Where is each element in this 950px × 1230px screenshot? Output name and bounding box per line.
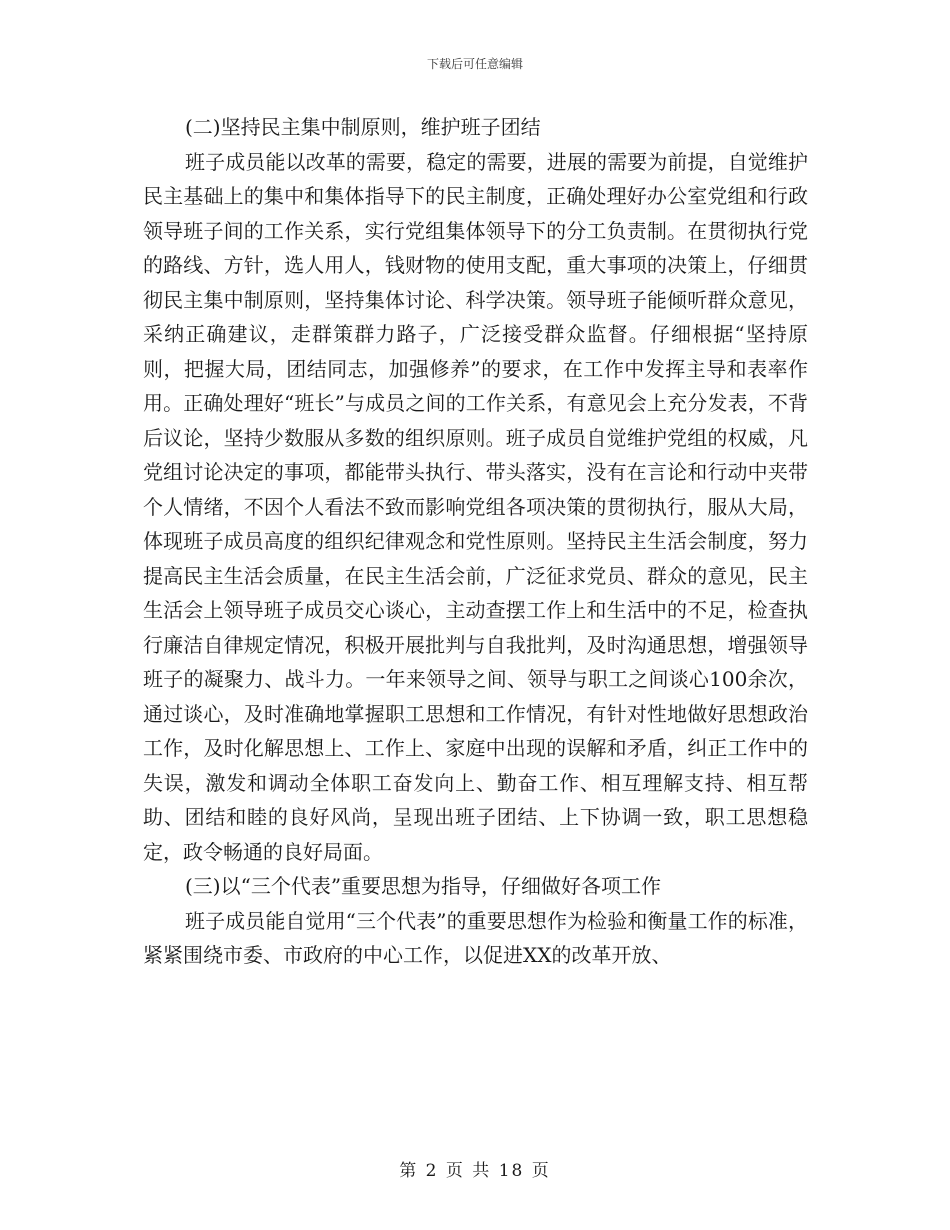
document-body — [143, 110, 808, 973]
page-number: 第 2 页 共 18 页 — [399, 1161, 551, 1181]
section-heading-2: (二)坚持民主集中制原则，维护班子团结 — [185, 115, 541, 139]
section-heading-3: (三)以“三个代表”重要思想为指导，仔细做好各项工作 — [185, 874, 662, 898]
page-header-note: 下载后可任意编辑 — [426, 57, 523, 71]
body-paragraph: 班子成员能以改革的需要，稳定的需要，进展的需要为前提，自觉维护民主基础上的集中和集体指导下的民主制度，正确处理好办公室党组和行政领导班子间的工作关系，实行党组集体领导下的分工负责制。在贯彻执行党的路线、方针，选人用人，钱财物的使用支配，重大事项的决策上，仔细贯彻民主集中制原则，坚持集体讨论、科学决策。领导班子能倾听群众意见，采纳正确建议，走群策群力路子，广泛接受群众监督。仔细根据“坚持原则，把握大局，团结同志，加强修养”的要求，在工作中发挥主导和表率作用。正确处理好“班长”与成员之间的工作关系，有意见会上充分发表，不背后议论，坚持少数服从多数的组织原则。班子成员自觉维护党组的权威，凡党组讨论决定的事项，都能带头执行、带头落实，没有在言论和行动中夹带个人情绪，不因个人看法不致而影响党组各项决策的贯彻执行，服从大局，体现班子成员高度的组织纪律观念和党性原则。坚持民主生活会制度，努力提高民主生活会质量，在民主生活会前，广泛征求党员、群众的意见，民主生活会上领导班子成员交心谈心，主动查摆工作上和生活中的不足，检查执行廉洁自律规定情况，积极开展批判与自我批判，及时沟通思想，增强领导班子的凝聚力、战斗力。一年来领导之间、领导与职工之间谈心100余次，通过谈心，及时准确地掌握职工思想和工作情况，有针对性地做好思想政治工作，及时化解思想上、工作上、家庭中出现的误解和矛盾，纠正工作中的失误，激发和调动全体职工奋发向上、勤奋工作、相互理解支持、相互帮助、团结和睦的良好风尚，呈现出班子团结、上下协调一致，职工思想稳定，政令畅通的良好局面。 — [143, 149, 808, 864]
body-paragraph: 班子成员能自觉用“三个代表”的重要思想作为检验和衡量工作的标准，紧紧围绕市委、市政府的中心工作，以促进XX的改革开放、 — [143, 908, 808, 967]
